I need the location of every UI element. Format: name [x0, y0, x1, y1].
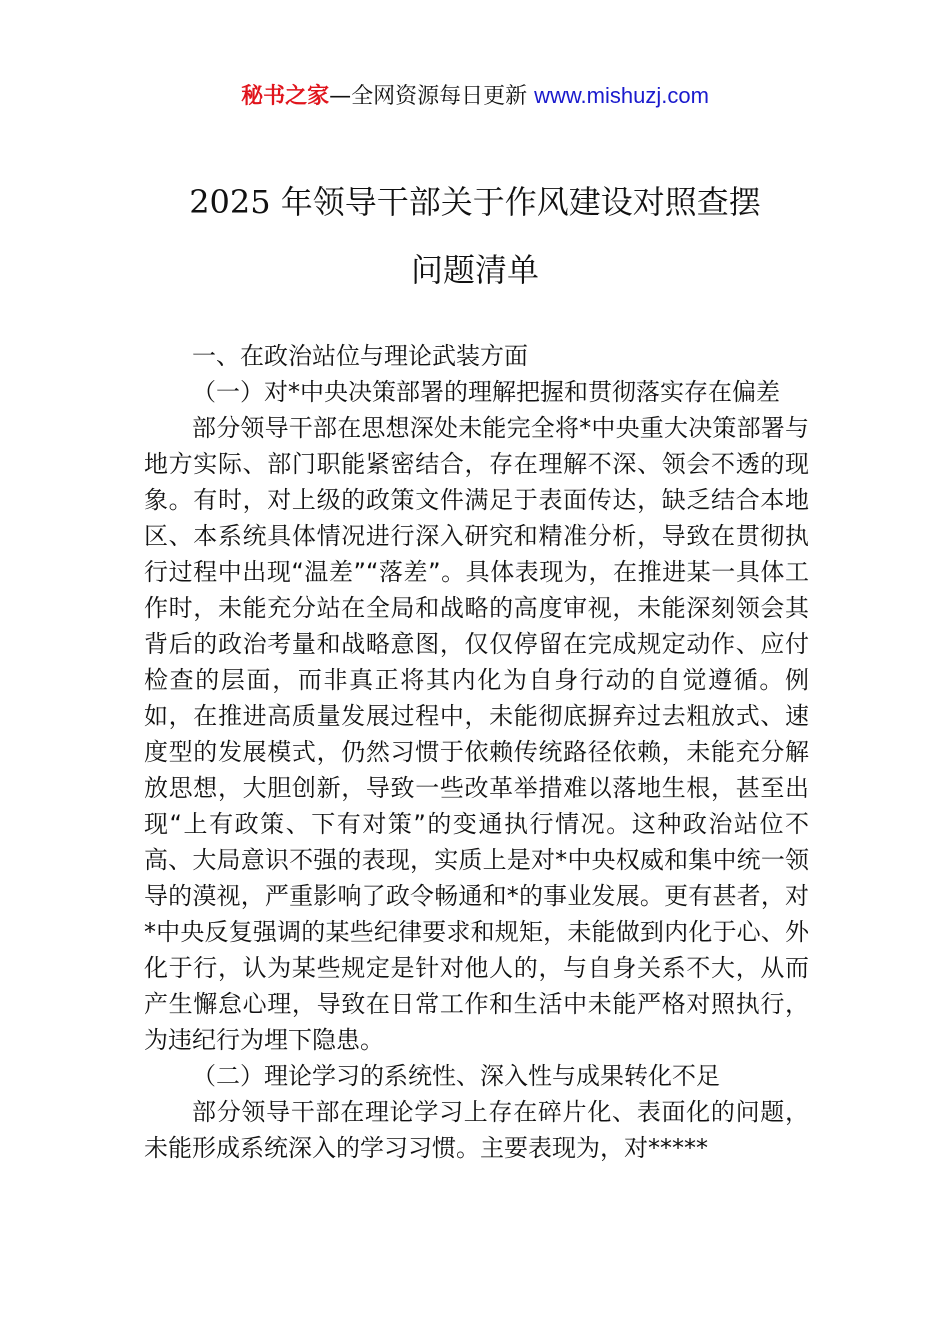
subsection-heading: （二）理论学习的系统性、深入性与成果转化不足 [192, 1062, 720, 1090]
title-line-2: 问题清单 [410, 251, 539, 289]
site-banner [0, 80, 950, 113]
body-paragraph: 部分领导干部在思想深处未能完全将*中央重大决策部署与地方实际、部门职能紧密结合，存在理解不深、领会不透的现象。有时，对上级的政策文件满足于表面传达，缺乏结合本地区、本系统具体情况进行深入研究和精准分析，导致在贯彻执行过程中出现“温差”“落差”。具体表现为，在推进某一具体工作时，未能充分站在全局和战略的高度审视，未能深刻领会其背后的政治考量和战略意图，仅仅停留在完成规定动作、应付检查的层面，而非真正将其内化为自身行动的自觉遵循。例如，在推进高质量发展过程中，未能彻底摒弃过去粗放式、速度型的发展模式，仍然习惯于依赖传统路径依赖，未能充分解放思想，大胆创新，导致一些改革举措难以落地生根，甚至出现“上有政策、下有对策”的变通执行情况。这种政治站位不高、大局意识不强的表现，实质上是对*中央权威和集中统一领导的漠视，严重影响了政令畅通和*的事业发展。更有甚者，对*中央反复强调的某些纪律要求和规矩，未能做到内化于心、外化于行，认为某些规定是针对他人的，与自身关系不大，从而产生懈怠心理，导致在日常工作和生活中未能严格对照执行，为违纪行为埋下隐患。 [144, 414, 809, 1054]
site-url-link[interactable]: www.mishuzj.com [534, 83, 709, 108]
section-heading: 一、在政治站位与理论武装方面 [192, 342, 528, 370]
brand-name: 秘书之家 [241, 84, 330, 109]
title-line-1: 2025 年领导干部关于作风建设对照查摆 [189, 183, 761, 221]
body-paragraph: 部分领导干部在理论学习上存在碎片化、表面化的问题，未能形成系统深入的学习习惯。主要表现为，对***** [144, 1098, 809, 1162]
subsection-heading: （一）对*中央决策部署的理解把握和贯彻落实存在偏差 [192, 378, 780, 406]
document-body [144, 338, 809, 1166]
document-title [0, 168, 950, 304]
banner-tagline: —全网资源每日更新 [329, 84, 535, 109]
